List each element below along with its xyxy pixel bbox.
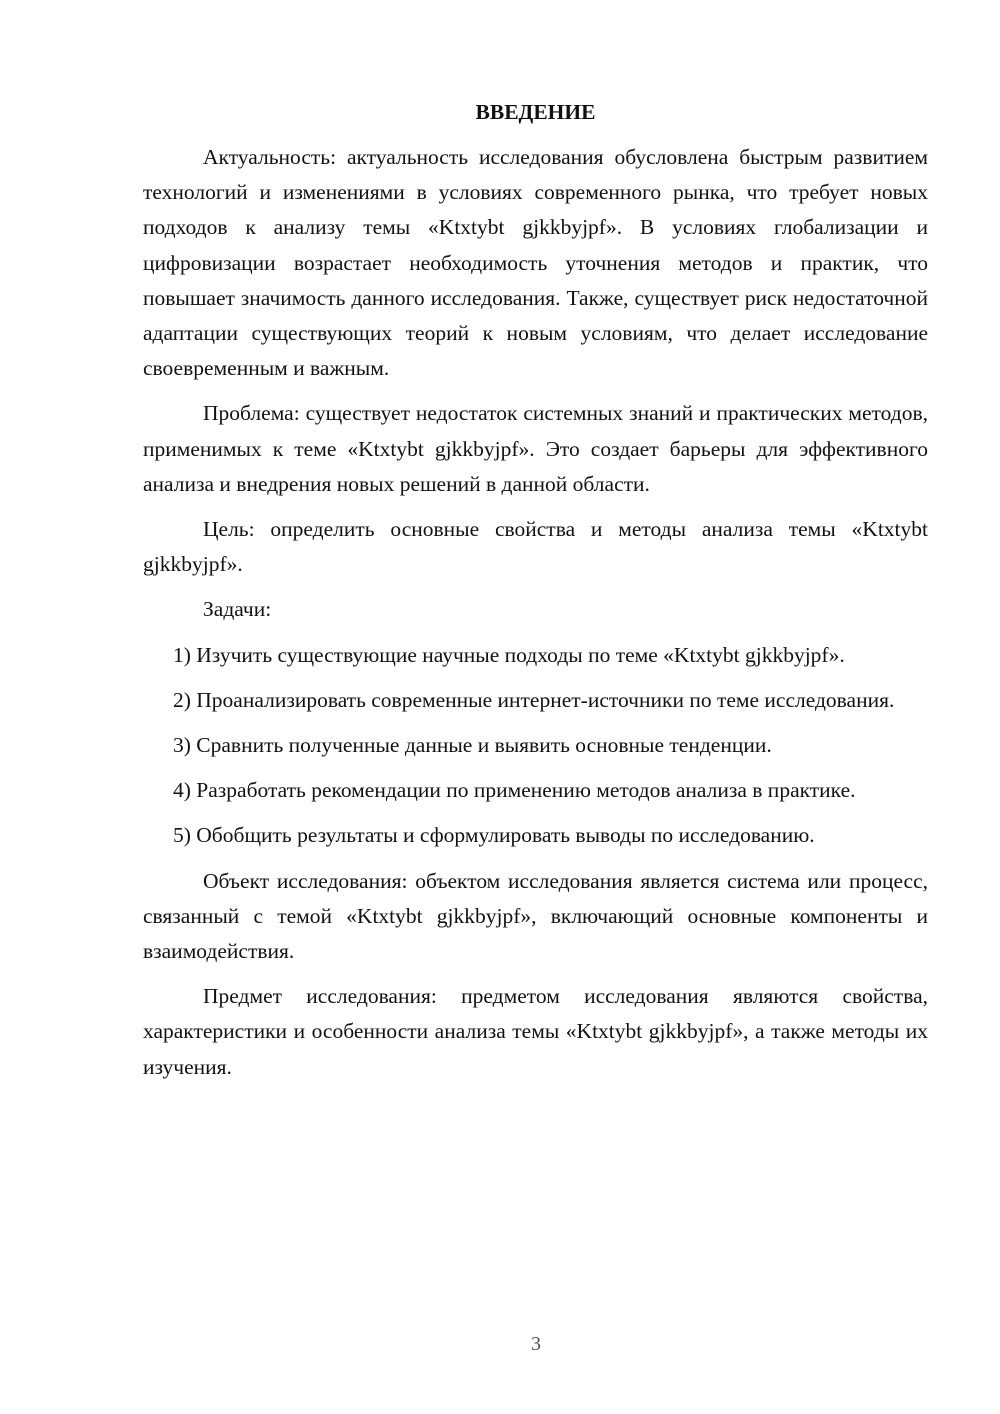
task-item-5: 5) Обобщить результаты и сформулировать выводы по исследованию. — [173, 823, 815, 848]
paragraph-relevance: Актуальность: актуальность исследования обусловлена быстрым развитием технологий и изменениями в условиях современного рынка, что требует новых подходов к анализу темы «Ktxtybt gjkkbyjpf». В условиях глобализации и цифровизации возрастает необходимость уточнения методов и практик, что повышает значимость данного исследования. Также, существует риск недостаточной адаптации существующих теорий к новым условиям, что делает исследование своевременным и важным. — [143, 145, 928, 381]
page-number: 3 — [531, 1333, 541, 1355]
paragraph-goal: Цель: определить основные свойства и методы анализа темы «Ktxtybt gjkkbyjpf». — [143, 517, 928, 577]
paragraph-object: Объект исследования: объектом исследования является система или процесс, связанный с темой «Ktxtybt gjkkbyjpf», включающий основные компоненты и взаимодействия. — [143, 868, 928, 964]
task-item-1: 1) Изучить существующие научные подходы по теме «Ktxtybt gjkkbyjpf». — [173, 642, 845, 667]
paragraph-subject: Предмет исследования: предметом исследования являются свойства, характеристики и особенности анализа темы «Ktxtybt gjkkbyjpf», а также методы их изучения. — [143, 984, 928, 1079]
paragraph-tasks-heading: Задачи: — [203, 597, 272, 622]
page-content — [143, 95, 928, 1095]
task-item-3: 3) Сравнить полученные данные и выявить основные тенденции. — [173, 733, 772, 758]
task-item-2: 2) Проанализировать современные интернет-источники по теме исследования. — [173, 687, 895, 712]
task-item-4: 4) Разработать рекомендации по применению методов анализа в практике. — [173, 778, 856, 803]
paragraph-problem: Проблема: существует недостаток системных знаний и практических методов, применимых к теме «Ktxtybt gjkkbyjpf». Это создает барьеры для эффективного анализа и внедрения новых решений в данной области. — [143, 401, 928, 496]
page-title: ВВЕДЕНИЕ — [475, 100, 596, 124]
